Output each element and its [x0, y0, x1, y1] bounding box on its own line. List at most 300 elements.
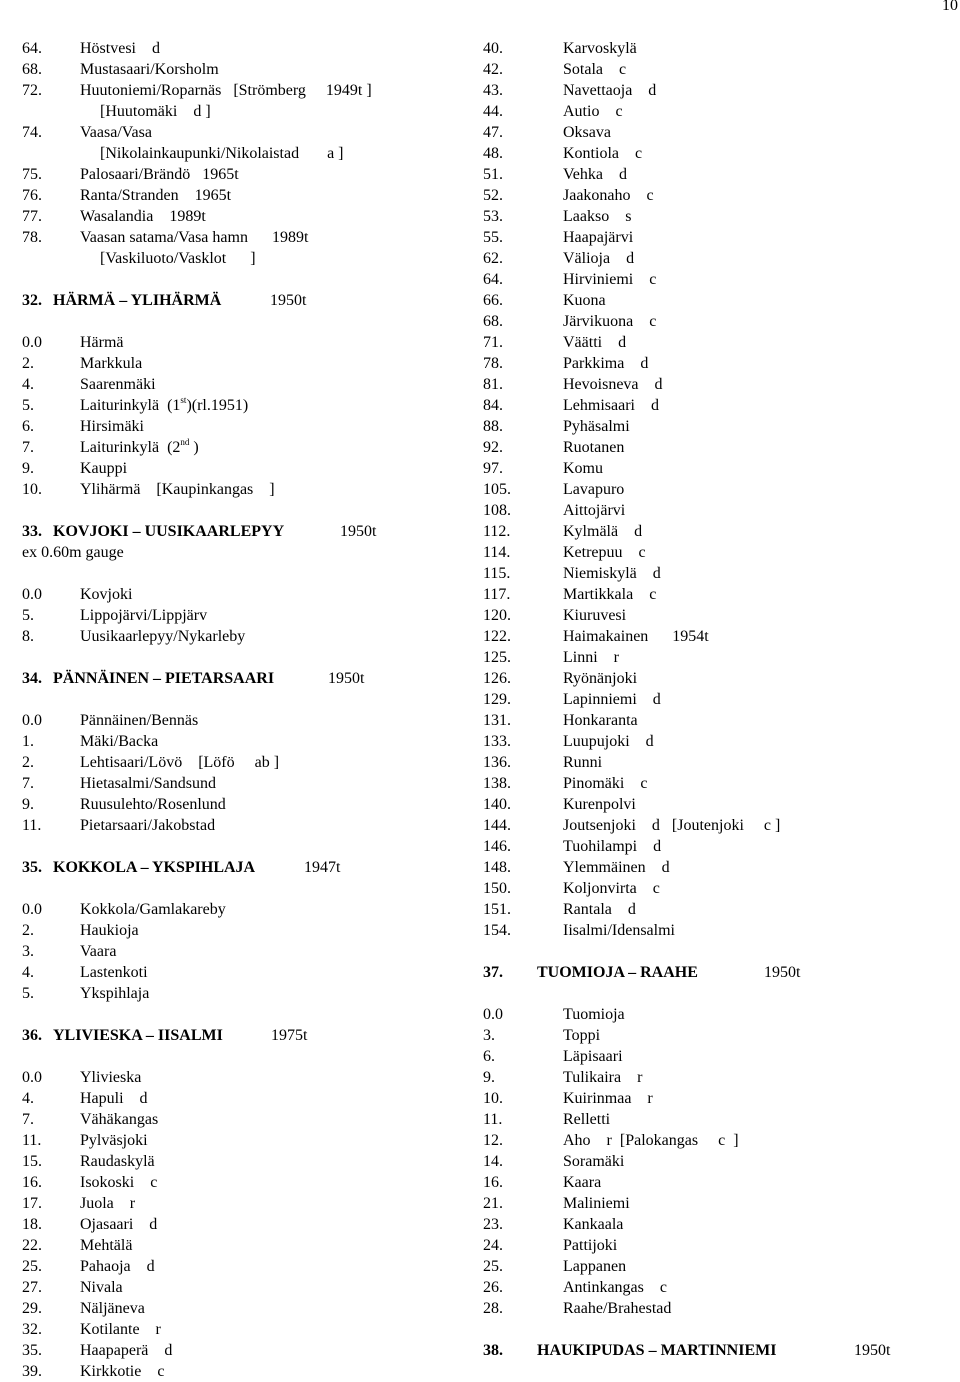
station-km: 10.: [483, 1090, 503, 1107]
station-row: [483, 227, 943, 248]
station-row: [22, 1319, 462, 1340]
station-km: 84.: [483, 397, 503, 414]
station-row: [483, 458, 943, 479]
station-name: Pattijoki: [563, 1237, 618, 1254]
station-row: [483, 584, 943, 605]
station-row: [22, 731, 462, 752]
station-row: [22, 143, 462, 164]
station-km: 42.: [483, 61, 503, 78]
station-name: Höstvesi d: [80, 40, 160, 57]
station-name: Kankaala: [563, 1216, 624, 1233]
station-row: [483, 1004, 943, 1025]
station-km: 92.: [483, 439, 503, 456]
station-name: Aho r [Palokangas c ]: [563, 1132, 739, 1149]
station-km: 76.: [22, 187, 42, 204]
station-km: 32.: [22, 1321, 42, 1338]
station-row: [483, 626, 943, 647]
station-name: Hietasalmi/Sandsund: [80, 775, 216, 792]
station-km: 140.: [483, 796, 511, 813]
station-km: 3.: [22, 943, 34, 960]
station-row: [22, 1151, 462, 1172]
spacer: [22, 269, 462, 290]
station-row: [483, 1277, 943, 1298]
station-row: [483, 290, 943, 311]
station-name: Vaasan satama/Vasa hamn 1989t: [80, 229, 309, 246]
station-row: [22, 248, 462, 269]
station-name: Komu: [563, 460, 603, 477]
station-row: [22, 920, 462, 941]
station-row: [483, 668, 943, 689]
station-name: Lastenkoti: [80, 964, 148, 981]
station-name: Tuohilampi d: [563, 838, 662, 855]
station-name: Kurenpolvi: [563, 796, 636, 813]
station-name: Soramäki: [563, 1153, 625, 1170]
station-row: [483, 206, 943, 227]
station-km: 11.: [483, 1111, 503, 1128]
station-km: 21.: [483, 1195, 503, 1212]
station-row: [483, 1067, 943, 1088]
station-km: 9.: [22, 460, 34, 477]
spacer: [22, 878, 462, 899]
station-km: 81.: [483, 376, 503, 393]
spacer: [483, 1319, 943, 1340]
station-km: 136.: [483, 754, 511, 771]
station-row: [483, 542, 943, 563]
station-row: [22, 1088, 462, 1109]
station-row: [22, 1067, 462, 1088]
station-km: 14.: [483, 1153, 503, 1170]
station-name: Lavapuro: [563, 481, 625, 498]
station-name: Mehtälä: [80, 1237, 133, 1254]
station-km: 62.: [483, 250, 503, 267]
station-km: 27.: [22, 1279, 42, 1296]
station-row: [22, 815, 462, 836]
station-row: [22, 185, 462, 206]
station-name: Iisalmi/Idensalmi: [563, 922, 675, 939]
station-km: 47.: [483, 124, 503, 141]
station-name: Navettaoja d: [563, 82, 657, 99]
station-row: [483, 416, 943, 437]
station-name: Kuona: [563, 292, 606, 309]
station-name: Sotala c: [563, 61, 627, 78]
station-row: [22, 1193, 462, 1214]
section-number: 32.: [22, 292, 42, 309]
station-km: 115.: [483, 565, 511, 582]
station-km: 16.: [483, 1174, 503, 1191]
station-name: Parkkima d: [563, 355, 649, 372]
station-km: 26.: [483, 1279, 503, 1296]
station-name: Lapinniemi d: [563, 691, 661, 708]
station-km: 2.: [22, 355, 34, 372]
station-km: 25.: [483, 1258, 503, 1275]
station-row: [22, 59, 462, 80]
station-km: 71.: [483, 334, 503, 351]
station-km: 78.: [22, 229, 42, 246]
station-km: 2.: [22, 754, 34, 771]
station-km: 7.: [22, 775, 34, 792]
section-number: 35.: [22, 859, 42, 876]
station-row: [483, 1172, 943, 1193]
left-column: [22, 38, 462, 1382]
station-km: 64.: [22, 40, 42, 57]
station-row: [22, 1298, 462, 1319]
station-name: Välioja d: [563, 250, 635, 267]
station-row: [483, 1214, 943, 1235]
section-title: HAUKIPUDAS – MARTINNIEMI: [537, 1342, 777, 1359]
spacer: [22, 689, 462, 710]
station-km: 7.: [22, 439, 34, 456]
station-km: 40.: [483, 40, 503, 57]
station-name: Ykspihlaja: [80, 985, 150, 1002]
station-km: 105.: [483, 481, 511, 498]
station-name: Joutsenjoki d [Joutenjoki c ]: [563, 817, 781, 834]
station-name: Aittojärvi: [563, 502, 626, 519]
station-name: Jaakonaho c: [563, 187, 654, 204]
station-km: 144.: [483, 817, 511, 834]
station-name: Maliniemi: [563, 1195, 630, 1212]
station-name: Ketrepuu c: [563, 544, 646, 561]
station-row: [22, 605, 462, 626]
station-row: [483, 815, 943, 836]
station-name: Ruotanen: [563, 439, 625, 456]
station-row: [22, 479, 462, 500]
station-km: 17.: [22, 1195, 42, 1212]
station-km: 0.0: [22, 901, 42, 918]
station-row: [22, 1130, 462, 1151]
station-km: 1.: [22, 733, 34, 750]
station-name: Läpisaari: [563, 1048, 623, 1065]
station-km: 0.0: [22, 712, 42, 729]
station-name: [Vaskiluoto/Vasklot ]: [80, 250, 256, 267]
station-km: 5.: [22, 607, 34, 624]
station-row: [22, 1256, 462, 1277]
station-name: Kauppi: [80, 460, 128, 477]
station-row: [483, 731, 943, 752]
station-name: Haapajärvi: [563, 229, 634, 246]
station-km: 48.: [483, 145, 503, 162]
station-row: [483, 374, 943, 395]
station-name: Lehtisaari/Lövö [Löfö ab ]: [80, 754, 280, 771]
station-name: Kiuruvesi: [563, 607, 627, 624]
station-km: 154.: [483, 922, 511, 939]
station-km: 6.: [22, 418, 34, 435]
station-row: [22, 626, 462, 647]
station-km: 125.: [483, 649, 511, 666]
station-km: 88.: [483, 418, 503, 435]
station-km: 5.: [22, 397, 34, 414]
ordinal-suffix: st: [180, 395, 187, 405]
station-row: [483, 332, 943, 353]
spacer: [483, 983, 943, 1004]
station-name: Martikkala c: [563, 586, 657, 603]
station-km: 18.: [22, 1216, 42, 1233]
spacer: [22, 647, 462, 668]
station-km: 4.: [22, 376, 34, 393]
station-name: Väätti d: [563, 334, 627, 351]
station-row: [22, 1361, 462, 1382]
station-row: [483, 38, 943, 59]
station-name: Antinkangas c: [563, 1279, 667, 1296]
station-km: 72.: [22, 82, 42, 99]
station-km: 53.: [483, 208, 503, 225]
station-name: Nivala: [80, 1279, 123, 1296]
station-name: Ylihärmä [Kaupinkangas ]: [80, 481, 275, 498]
station-row: [483, 311, 943, 332]
station-km: 44.: [483, 103, 503, 120]
station-name: Laakso s: [563, 208, 632, 225]
station-km: 77.: [22, 208, 42, 225]
station-km: 74.: [22, 124, 42, 141]
station-name: Relletti: [563, 1111, 611, 1128]
station-km: 55.: [483, 229, 503, 246]
station-row: [22, 38, 462, 59]
station-row: [22, 164, 462, 185]
station-km: 11.: [22, 1132, 42, 1149]
station-row: [22, 584, 462, 605]
station-km: 3.: [483, 1027, 495, 1044]
station-row: [483, 710, 943, 731]
station-km: 7.: [22, 1111, 34, 1128]
station-name: Markkula: [80, 355, 143, 372]
station-km: 29.: [22, 1300, 42, 1317]
station-name: Kovjoki: [80, 586, 133, 603]
station-name: Autio c: [563, 103, 623, 120]
section-heading: [22, 857, 462, 878]
section-year: 1950t: [270, 292, 307, 309]
station-name: Lappanen: [563, 1258, 627, 1275]
station-km: 0.0: [483, 1006, 503, 1023]
station-row: [483, 80, 943, 101]
section-number: 34.: [22, 670, 42, 687]
station-km: 112.: [483, 523, 511, 540]
station-km: 122.: [483, 628, 511, 645]
station-name: Haapaperä d: [80, 1342, 173, 1359]
section-year: 1950t: [854, 1342, 891, 1359]
station-km: 4.: [22, 1090, 34, 1107]
station-name: Uusikaarlepyy/Nykarleby: [80, 628, 246, 645]
station-name: Tulikaira r: [563, 1069, 643, 1086]
station-row: [483, 1130, 943, 1151]
station-name: Tuomioja: [563, 1006, 625, 1023]
station-name: Mustasaari/Korsholm: [80, 61, 219, 78]
spacer: [22, 563, 462, 584]
station-km: 146.: [483, 838, 511, 855]
section-heading: [22, 1025, 462, 1046]
station-name: Wasalandia 1989t: [80, 208, 206, 225]
station-km: 114.: [483, 544, 511, 561]
station-km: 75.: [22, 166, 42, 183]
station-row: [22, 1172, 462, 1193]
station-row: [22, 794, 462, 815]
station-name: Isokoski c: [80, 1174, 158, 1191]
station-row: [483, 899, 943, 920]
station-row: [483, 647, 943, 668]
station-km: 0.0: [22, 334, 42, 351]
station-row: [483, 122, 943, 143]
station-km: 151.: [483, 901, 511, 918]
station-km: 150.: [483, 880, 511, 897]
section-year: 1975t: [271, 1027, 308, 1044]
station-name: Pietarsaari/Jakobstad: [80, 817, 216, 834]
section-number: 36.: [22, 1027, 42, 1044]
station-row: [22, 1109, 462, 1130]
station-row: [483, 836, 943, 857]
station-row: [483, 353, 943, 374]
station-name: Runni: [563, 754, 603, 771]
section-year: 1950t: [328, 670, 365, 687]
station-row: [483, 605, 943, 626]
station-km: 131.: [483, 712, 511, 729]
station-name: Toppi: [563, 1027, 601, 1044]
station-km: 8.: [22, 628, 34, 645]
station-km: 9.: [483, 1069, 495, 1086]
station-km: 43.: [483, 82, 503, 99]
spacer: [22, 836, 462, 857]
station-km: 133.: [483, 733, 511, 750]
section-title: PÄNNÄINEN – PIETARSAARI: [53, 670, 275, 687]
section-note: ex 0.60m gauge: [22, 544, 124, 561]
station-name: Raahe/Brahestad: [563, 1300, 672, 1317]
section-title: KOVJOKI – UUSIKAARLEPYY: [53, 523, 285, 540]
station-name: Härmä: [80, 334, 124, 351]
spacer: [22, 1004, 462, 1025]
station-row: [483, 794, 943, 815]
section-heading: [22, 290, 462, 311]
section-title: HÄRMÄ – YLIHÄRMÄ: [53, 292, 222, 309]
station-row: [483, 1298, 943, 1319]
section-heading: [483, 1340, 943, 1361]
station-name: Karvoskylä: [563, 40, 637, 57]
station-km: 4.: [22, 964, 34, 981]
station-name: Näljäneva: [80, 1300, 145, 1317]
station-name: Ojasaari d: [80, 1216, 158, 1233]
station-km: 52.: [483, 187, 503, 204]
spacer: [22, 500, 462, 521]
station-row: [483, 1256, 943, 1277]
station-km: 28.: [483, 1300, 503, 1317]
station-km: 120.: [483, 607, 511, 624]
section-heading: [22, 521, 462, 542]
station-name: Kuirinmaa r: [563, 1090, 653, 1107]
station-name: Lehmisaari d: [563, 397, 659, 414]
station-row: [483, 185, 943, 206]
station-row: [483, 1109, 943, 1130]
page-number: 10: [942, 0, 958, 14]
station-name: Oksava: [563, 124, 611, 141]
station-km: 0.0: [22, 586, 42, 603]
station-row: [483, 101, 943, 122]
station-row: [483, 752, 943, 773]
section-number: 38.: [483, 1342, 503, 1359]
station-row: [22, 710, 462, 731]
station-km: 35.: [22, 1342, 42, 1359]
station-km: 78.: [483, 355, 503, 372]
station-name: Saarenmäki: [80, 376, 156, 393]
station-row: [483, 773, 943, 794]
station-row: [483, 500, 943, 521]
station-km: 5.: [22, 985, 34, 1002]
section-heading: [22, 668, 462, 689]
station-name: Niemiskylä d: [563, 565, 661, 582]
station-name: Vaara: [80, 943, 117, 960]
station-row: [22, 353, 462, 374]
station-row: [483, 437, 943, 458]
station-row: [22, 962, 462, 983]
station-name: Lippojärvi/Lippjärv: [80, 607, 208, 624]
station-name: Kylmälä d: [563, 523, 643, 540]
station-name: Huutoniemi/Roparnäs [Strömberg 1949t ]: [80, 82, 372, 99]
station-km: 39.: [22, 1363, 42, 1380]
station-km: 129.: [483, 691, 511, 708]
station-row: [22, 374, 462, 395]
station-km: 10.: [22, 481, 42, 498]
station-row: [483, 1088, 943, 1109]
station-km: 11.: [22, 817, 42, 834]
station-km: 2.: [22, 922, 34, 939]
station-name: Ylemmäinen d: [563, 859, 670, 876]
station-row: [483, 878, 943, 899]
station-km: 148.: [483, 859, 511, 876]
right-column: [483, 38, 943, 1361]
station-row: [22, 1214, 462, 1235]
spacer: [483, 941, 943, 962]
station-row: [483, 395, 943, 416]
station-km: 97.: [483, 460, 503, 477]
station-row: [22, 941, 462, 962]
station-name: Ruusulehto/Rosenlund: [80, 796, 226, 813]
station-km: 51.: [483, 166, 503, 183]
station-km: 25.: [22, 1258, 42, 1275]
station-km: 108.: [483, 502, 511, 519]
station-km: 138.: [483, 775, 511, 792]
station-row: [483, 563, 943, 584]
station-km: 15.: [22, 1153, 42, 1170]
station-row: [483, 479, 943, 500]
station-row: [483, 269, 943, 290]
station-row: [22, 752, 462, 773]
station-name: Haimakainen 1954t: [563, 628, 709, 645]
station-km: 117.: [483, 586, 511, 603]
station-name: [Nikolainkaupunki/Nikolaistad a ]: [80, 145, 344, 162]
station-row: [483, 1046, 943, 1067]
station-name: Hevoisneva d: [563, 376, 663, 393]
station-name: Pahaoja d: [80, 1258, 155, 1275]
station-name: Haukioja: [80, 922, 139, 939]
section-title: YLIVIESKA – IISALMI: [53, 1027, 223, 1044]
station-name: Ryönänjoki: [563, 670, 638, 687]
station-km: 16.: [22, 1174, 42, 1191]
station-name: Kaara: [563, 1174, 602, 1191]
station-row: [22, 227, 462, 248]
spacer: [22, 311, 462, 332]
station-name: Hapuli d: [80, 1090, 148, 1107]
station-name: Ranta/Stranden 1965t: [80, 187, 232, 204]
station-name: Juola r: [80, 1195, 136, 1212]
section-title: TUOMIOJA – RAAHE: [537, 964, 698, 981]
station-name: Rantala d: [563, 901, 636, 918]
station-name: Ylivieska: [80, 1069, 142, 1086]
station-name: Honkaranta: [563, 712, 638, 729]
station-row: [483, 920, 943, 941]
station-name: Kontiola c: [563, 145, 643, 162]
station-km: 24.: [483, 1237, 503, 1254]
section-year: 1950t: [340, 523, 377, 540]
section-number: 37.: [483, 964, 503, 981]
section-number: 33.: [22, 523, 42, 540]
station-row: [22, 1340, 462, 1361]
station-row: [483, 248, 943, 269]
station-km: 0.0: [22, 1069, 42, 1086]
